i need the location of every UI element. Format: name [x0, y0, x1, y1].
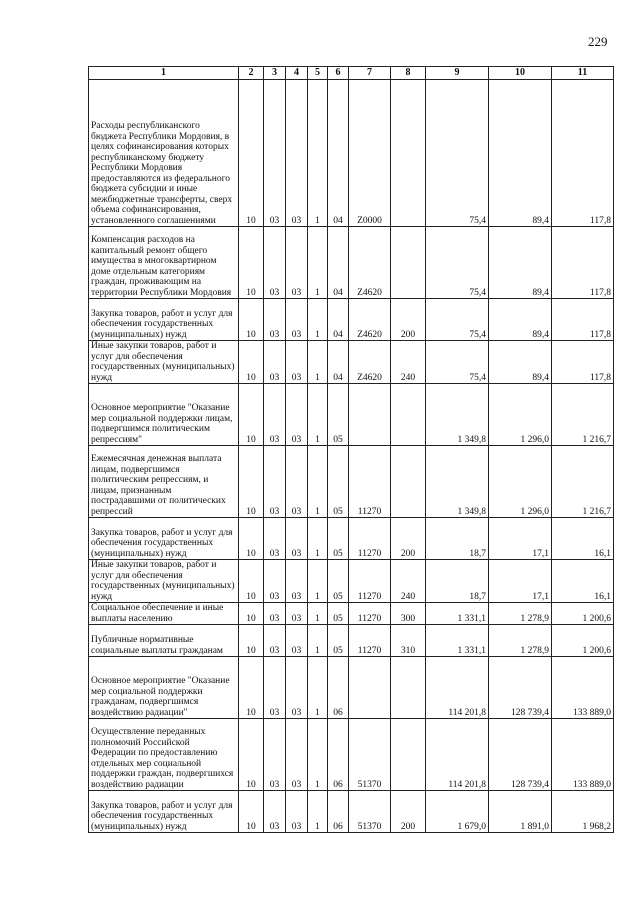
col-amount-3: 1 200,6 — [552, 625, 614, 657]
col-subsection: 03 — [264, 657, 286, 719]
col-amount-3: 1 216,7 — [552, 446, 614, 518]
col-program: 03 — [286, 446, 308, 518]
col-subprogram: 1 — [308, 80, 328, 227]
row-title: Основное мероприятие "Оказание мер социальной поддержки лицам, подвергшимся политическим репрессиям" — [89, 384, 239, 446]
table-header — [89, 67, 614, 80]
col-amount-2: 128 739,4 — [489, 657, 552, 719]
col-amount-1: 75,4 — [426, 227, 489, 299]
col-subprogram: 1 — [308, 518, 328, 560]
col-amount-3: 1 200,6 — [552, 603, 614, 625]
table-row — [89, 657, 614, 719]
col-event: 05 — [328, 518, 349, 560]
col-subsection: 03 — [264, 518, 286, 560]
col-program: 03 — [286, 518, 308, 560]
col-subprogram: 1 — [308, 227, 328, 299]
col-event: 04 — [328, 341, 349, 384]
col-direction: 11270 — [349, 625, 391, 657]
col-program: 03 — [286, 80, 308, 227]
col-event: 04 — [328, 80, 349, 227]
table-row — [89, 518, 614, 560]
col-amount-1: 114 201,8 — [426, 719, 489, 791]
row-title: Закупка товаров, работ и услуг для обеспечения государственных (муниципальных) нужд — [89, 518, 239, 560]
col-expense-type: 200 — [391, 299, 426, 341]
col-amount-2: 128 739,4 — [489, 719, 552, 791]
row-title: Закупка товаров, работ и услуг для обеспечения государственных (муниципальных) нужд — [89, 791, 239, 833]
col-section: 10 — [239, 791, 264, 833]
col-amount-1: 1 349,8 — [426, 446, 489, 518]
col-subprogram: 1 — [308, 791, 328, 833]
col-subprogram: 1 — [308, 384, 328, 446]
col-subsection: 03 — [264, 341, 286, 384]
col-expense-type: 240 — [391, 560, 426, 603]
col-amount-3: 117,8 — [552, 80, 614, 227]
col-section: 10 — [239, 384, 264, 446]
table-row — [89, 341, 614, 384]
col-amount-1: 1 679,0 — [426, 791, 489, 833]
col-event: 05 — [328, 384, 349, 446]
budget-table — [88, 66, 614, 833]
col-expense-type: 200 — [391, 791, 426, 833]
col-amount-2: 1 296,0 — [489, 446, 552, 518]
col-amount-1: 18,7 — [426, 518, 489, 560]
col-amount-3: 16,1 — [552, 518, 614, 560]
col-subprogram: 1 — [308, 625, 328, 657]
col-expense-type — [391, 446, 426, 518]
col-amount-2: 17,1 — [489, 560, 552, 603]
col-amount-1: 75,4 — [426, 299, 489, 341]
col-event: 06 — [328, 719, 349, 791]
column-header-3: 3 — [264, 67, 286, 80]
col-subsection: 03 — [264, 80, 286, 227]
col-amount-3: 133 889,0 — [552, 719, 614, 791]
column-header-1: 1 — [89, 67, 239, 80]
col-section: 10 — [239, 227, 264, 299]
col-section: 10 — [239, 560, 264, 603]
table-row — [89, 299, 614, 341]
col-event: 05 — [328, 603, 349, 625]
col-subprogram: 1 — [308, 560, 328, 603]
col-program: 03 — [286, 227, 308, 299]
row-title: Закупка товаров, работ и услуг для обеспечения государственных (муниципальных) нужд — [89, 299, 239, 341]
col-amount-2: 1 891,0 — [489, 791, 552, 833]
col-subprogram: 1 — [308, 603, 328, 625]
col-expense-type: 300 — [391, 603, 426, 625]
col-subsection: 03 — [264, 560, 286, 603]
col-section: 10 — [239, 719, 264, 791]
col-direction: 11270 — [349, 446, 391, 518]
col-program: 03 — [286, 791, 308, 833]
col-direction — [349, 657, 391, 719]
table-row — [89, 384, 614, 446]
col-amount-2: 1 278,9 — [489, 603, 552, 625]
table-row — [89, 80, 614, 227]
col-amount-3: 117,8 — [552, 341, 614, 384]
table-row — [89, 625, 614, 657]
col-subprogram: 1 — [308, 719, 328, 791]
column-header-6: 6 — [328, 67, 349, 80]
column-header-7: 7 — [349, 67, 391, 80]
col-program: 03 — [286, 384, 308, 446]
col-amount-3: 133 889,0 — [552, 657, 614, 719]
row-title: Расходы республиканского бюджета Республики Мордовия, в целях софинансирования которых республиканскому бюджету Республики Мордовия предоставляются из федерального бюджета субсидии и иные межбюджетные трансферты, сверх объема софинансирования, установленного соглашениями — [89, 80, 239, 227]
col-direction: Z4620 — [349, 227, 391, 299]
col-amount-1: 75,4 — [426, 80, 489, 227]
col-section: 10 — [239, 657, 264, 719]
col-subsection: 03 — [264, 603, 286, 625]
col-event: 05 — [328, 446, 349, 518]
col-direction: Z0000 — [349, 80, 391, 227]
col-amount-3: 16,1 — [552, 560, 614, 603]
col-amount-2: 89,4 — [489, 299, 552, 341]
row-title: Осуществление переданных полномочий Российской Федерации по предоставлению отдельных мер социальной поддержки граждан, подвергшихся воздействию радиации — [89, 719, 239, 791]
col-amount-2: 89,4 — [489, 341, 552, 384]
col-direction: Z4620 — [349, 299, 391, 341]
table-body — [89, 80, 614, 833]
column-header-4: 4 — [286, 67, 308, 80]
col-event: 05 — [328, 625, 349, 657]
col-expense-type — [391, 719, 426, 791]
col-event: 04 — [328, 299, 349, 341]
row-title: Ежемесячная денежная выплата лицам, подвергшимся политическим репрессиям, и лицам, признанным пострадавшими от политических репрессий — [89, 446, 239, 518]
col-subsection: 03 — [264, 625, 286, 657]
col-amount-3: 117,8 — [552, 299, 614, 341]
col-direction: 11270 — [349, 518, 391, 560]
row-title: Публичные нормативные социальные выплаты гражданам — [89, 625, 239, 657]
column-header-5: 5 — [308, 67, 328, 80]
col-amount-1: 114 201,8 — [426, 657, 489, 719]
col-amount-2: 89,4 — [489, 227, 552, 299]
col-subprogram: 1 — [308, 657, 328, 719]
col-subsection: 03 — [264, 299, 286, 341]
table-row — [89, 227, 614, 299]
row-title: Иные закупки товаров, работ и услуг для обеспечения государственных (муниципальных) нужд — [89, 560, 239, 603]
col-subsection: 03 — [264, 446, 286, 518]
col-section: 10 — [239, 299, 264, 341]
col-program: 03 — [286, 719, 308, 791]
col-section: 10 — [239, 518, 264, 560]
table-row — [89, 791, 614, 833]
col-program: 03 — [286, 625, 308, 657]
column-header-11: 11 — [552, 67, 614, 80]
column-header-2: 2 — [239, 67, 264, 80]
col-direction: 11270 — [349, 603, 391, 625]
row-title: Компенсация расходов на капитальный ремонт общего имущества в многоквартирном доме отдельным категориям граждан, проживающим на территории Республики Мордовия — [89, 227, 239, 299]
page-number: 229 — [588, 34, 608, 49]
col-amount-2: 1 296,0 — [489, 384, 552, 446]
col-amount-3: 1 216,7 — [552, 384, 614, 446]
column-header-8: 8 — [391, 67, 426, 80]
col-direction — [349, 384, 391, 446]
col-amount-1: 75,4 — [426, 341, 489, 384]
col-direction: 51370 — [349, 791, 391, 833]
row-title: Основное мероприятие "Оказание мер социальной поддержки гражданам, подвергшимся воздействию радиации" — [89, 657, 239, 719]
col-subprogram: 1 — [308, 446, 328, 518]
col-amount-1: 1 331,1 — [426, 625, 489, 657]
col-amount-2: 1 278,9 — [489, 625, 552, 657]
col-section: 10 — [239, 341, 264, 384]
table-row — [89, 603, 614, 625]
col-expense-type: 310 — [391, 625, 426, 657]
col-section: 10 — [239, 446, 264, 518]
col-event: 04 — [328, 227, 349, 299]
col-amount-1: 18,7 — [426, 560, 489, 603]
table-row — [89, 446, 614, 518]
col-expense-type — [391, 227, 426, 299]
col-subsection: 03 — [264, 227, 286, 299]
col-section: 10 — [239, 603, 264, 625]
column-header-9: 9 — [426, 67, 489, 80]
col-section: 10 — [239, 625, 264, 657]
col-event: 05 — [328, 560, 349, 603]
col-program: 03 — [286, 657, 308, 719]
col-subsection: 03 — [264, 791, 286, 833]
col-amount-1: 1 349,8 — [426, 384, 489, 446]
col-expense-type — [391, 80, 426, 227]
col-expense-type: 200 — [391, 518, 426, 560]
row-title: Иные закупки товаров, работ и услуг для обеспечения государственных (муниципальных) нужд — [89, 341, 239, 384]
col-program: 03 — [286, 603, 308, 625]
col-event: 06 — [328, 791, 349, 833]
col-section: 10 — [239, 80, 264, 227]
col-subsection: 03 — [264, 719, 286, 791]
col-expense-type: 240 — [391, 341, 426, 384]
col-direction: Z4620 — [349, 341, 391, 384]
col-expense-type — [391, 384, 426, 446]
col-amount-2: 17,1 — [489, 518, 552, 560]
col-amount-3: 117,8 — [552, 227, 614, 299]
col-subsection: 03 — [264, 384, 286, 446]
col-amount-3: 1 968,2 — [552, 791, 614, 833]
col-amount-2: 89,4 — [489, 80, 552, 227]
col-direction: 51370 — [349, 719, 391, 791]
col-event: 06 — [328, 657, 349, 719]
col-program: 03 — [286, 299, 308, 341]
header-row — [89, 67, 614, 80]
col-program: 03 — [286, 560, 308, 603]
table-row — [89, 719, 614, 791]
col-direction: 11270 — [349, 560, 391, 603]
col-expense-type — [391, 657, 426, 719]
col-amount-1: 1 331,1 — [426, 603, 489, 625]
table-row — [89, 560, 614, 603]
column-header-10: 10 — [489, 67, 552, 80]
col-program: 03 — [286, 341, 308, 384]
col-subprogram: 1 — [308, 299, 328, 341]
row-title: Социальное обеспечение и иные выплаты населению — [89, 603, 239, 625]
col-subprogram: 1 — [308, 341, 328, 384]
